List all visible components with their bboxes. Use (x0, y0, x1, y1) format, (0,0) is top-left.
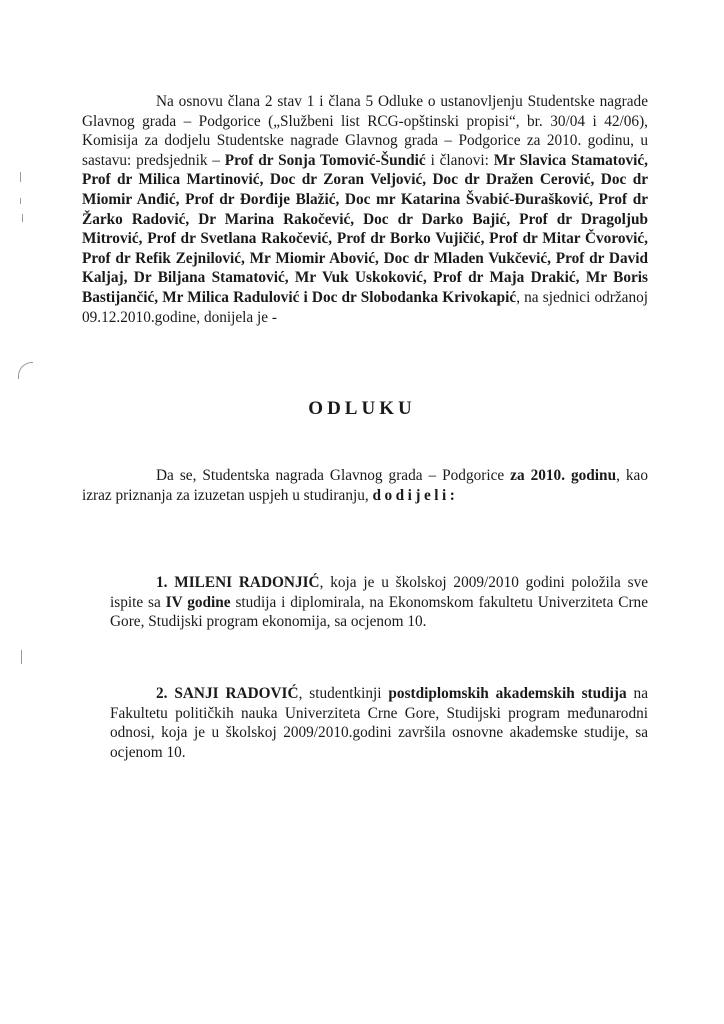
document-title: ODLUKU (308, 398, 416, 419)
margin-mark (20, 172, 21, 182)
margin-mark (22, 214, 23, 222)
margin-arc (18, 362, 33, 379)
award-text-2: na Fakultetu političkih nauka Univerziteta Crne Gore, Studijski program međunarodni odnosi, koja je u školskoj 2009/2010.godini završila osnovne akademske studije, sa ocjenom 10. (110, 685, 648, 761)
margin-mark (20, 198, 21, 204)
intro-text-1: Na osnovu člana 2 stav 1 i člana 5 Odluke o ustanovljenju Studentske nagrade Glavnog grada – Podgorice („Službeni list RCG-opštinski propisi“, br. 30/04 i 42/06), Komisija za dodjelu Studentske nagrade Glavnog grada – Podgorice za 2010. godinu, u sastavu: predsjednik – (82, 93, 648, 169)
intro-text-3: , na sjednici održanoj 09.12.2010.godine, donijela je - (82, 288, 648, 326)
award-item (110, 684, 648, 762)
awardee-name: SANJI RADOVIĆ (174, 685, 299, 702)
award-text-2: studija i diplomirala, na Ekonomskom fakultetu Univerziteta Crne Gore, Studijski program ekonomija, sa ocjenom 10. (110, 593, 648, 631)
decision-verb: dodijeli: (372, 486, 459, 504)
intro-text-2: i članovi: (425, 151, 494, 169)
award-number: 2. (156, 685, 175, 702)
awardee-name: MILENI RADONJIĆ (174, 574, 320, 591)
award-bold: postdiplomskih akademskih studija (388, 685, 627, 702)
intro-paragraph (82, 92, 648, 327)
decision-text-2: , kao izraz priznanja za izuzetan uspjeh u studiranju, (82, 467, 648, 504)
commission-members: Mr Slavica Stamatović, Prof dr Milica Martinović, Doc dr Zoran Veljović, Doc dr Dražen Cerović, Doc dr Miomir Anđić, Prof dr Đorđije Blažić, Doc mr Katarina Švabić-Đurašković, Prof dr Žarko Radović, Dr Marina Rakočević, Doc dr Darko Bajić, Prof dr Dragoljub Mitrović, Prof dr Svetlana Rakočević, Prof dr Borko Vujičić, Prof dr Mitar Čvorović, Prof dr Refik Zejnilović, Mr Miomir Abović, Doc dr Mladen Vukčević, Prof dr David Kaljaj, Dr Biljana Stamatović, Mr Vuk Uskoković, Prof dr Maja Drakić, Mr Boris Bastijančić, Mr Milica Radulović i Doc dr Slobodanka Krivokapić (82, 151, 648, 306)
commission-president: Prof dr Sonja Tomović-Šundić (224, 151, 426, 169)
award-number: 1. (156, 574, 175, 591)
award-bold: IV godine (165, 593, 231, 611)
award-text-1: , koja je u školskoj 2009/2010 godini položila sve ispite sa (110, 574, 649, 611)
award-text-1: , studentkinji (298, 685, 389, 702)
margin-mark (21, 650, 22, 664)
decision-paragraph (82, 466, 648, 505)
decision-year: za 2010. godinu (510, 467, 617, 484)
award-item (110, 573, 648, 632)
decision-text-1: Da se, Studentska nagrada Glavnog grada – Podgorice (156, 467, 511, 484)
